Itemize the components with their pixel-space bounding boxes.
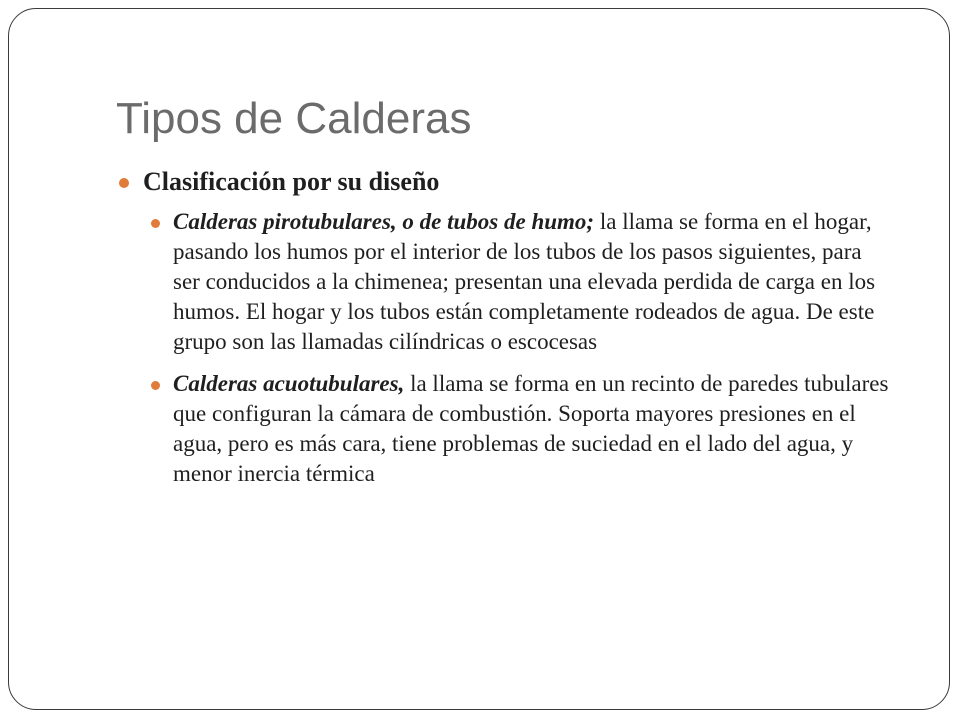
bullet-icon	[119, 178, 129, 188]
section-heading-item	[117, 165, 917, 199]
bullet-icon	[151, 381, 160, 390]
slide-title: Tipos de Calderas	[116, 94, 472, 143]
description-acuotubulares: la llama se forma en un recinto de paredes tubulares que configuran la cámara de combustión. Soporta mayores presiones en el agua, pero es más cara, tiene problemas de suciedad en el lado del agua, y menor inercia térmica	[173, 371, 889, 486]
slide-content	[117, 165, 917, 501]
list-item-pirotubulares	[147, 207, 893, 357]
term-pirotubulares: Calderas pirotubulares, o de tubos de humo;	[173, 209, 595, 234]
description-pirotubulares: la llama se forma en el hogar, pasando los humos por el interior de los tubos de los pasos siguientes, para ser conducidos a la chimenea; presentan una elevada perdida de carga en los humos. El hogar y los tubos están completamente rodeados de agua. De este grupo son las llamadas cilíndricas o escocesas	[173, 209, 876, 354]
slide-frame	[8, 8, 950, 710]
section-heading: Clasificación por su diseño	[143, 167, 440, 196]
term-acuotubulares: Calderas acuotubulares,	[173, 371, 405, 396]
list-item-acuotubulares	[147, 369, 893, 489]
bullet-icon	[151, 219, 160, 228]
